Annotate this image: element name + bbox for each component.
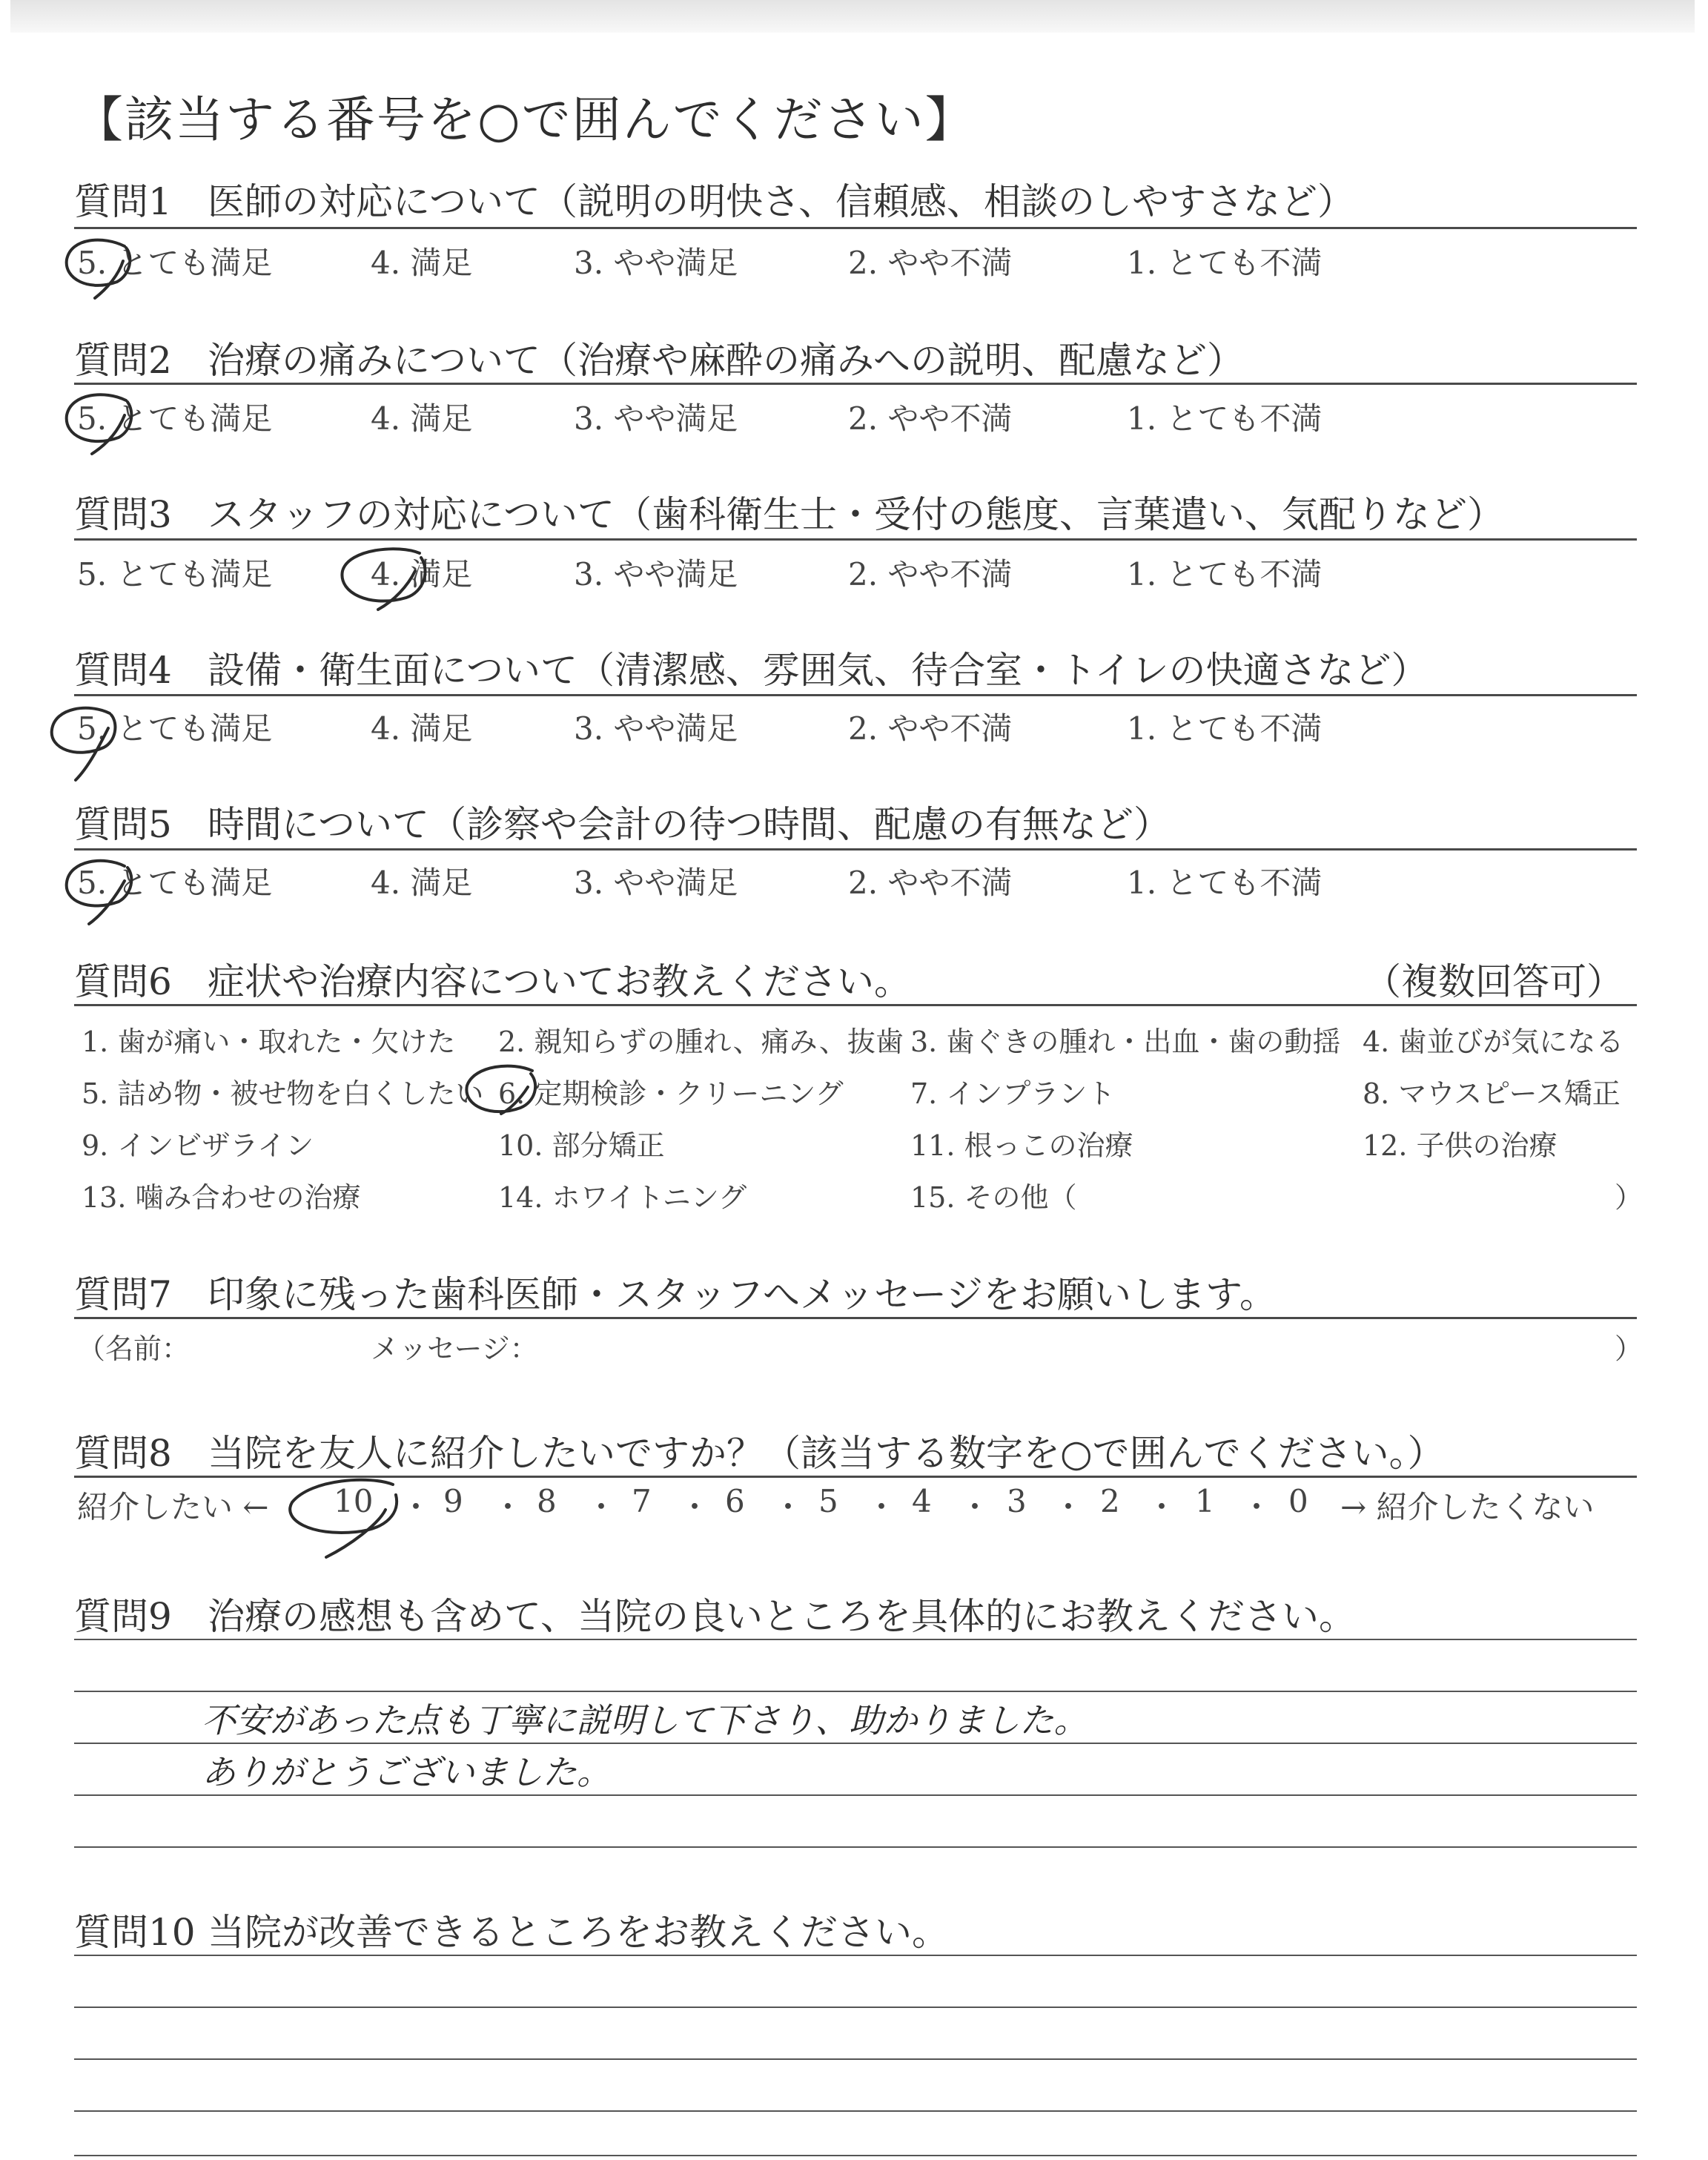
q6-option-9[interactable]: 9. インビザライン bbox=[82, 1129, 314, 1162]
q5-option-2[interactable]: 2. やや不満 bbox=[848, 865, 1013, 901]
q6-option-4[interactable]: 4. 歯並びが気になる bbox=[1363, 1025, 1624, 1058]
circle-mark-q6 bbox=[466, 1066, 535, 1114]
q5-option-1[interactable]: 1. とても不満 bbox=[1127, 865, 1323, 901]
scale-4[interactable]: 4 bbox=[912, 1483, 932, 1519]
name-label: （名前： bbox=[77, 1332, 191, 1365]
q6-option-15[interactable]: 15. その他（ bbox=[910, 1181, 1077, 1214]
q5-option-3[interactable]: 3. やや満足 bbox=[574, 865, 738, 901]
scale-dot: ・ bbox=[492, 1489, 524, 1525]
scale-dot: ・ bbox=[586, 1489, 618, 1525]
q3-option-4[interactable]: 4. 満足 bbox=[371, 556, 473, 592]
multiple-answer-note: （複数回答可） bbox=[1364, 960, 1623, 1003]
question-text: 治療の感想も含めて、当院の良いところを具体的にお教えください。 bbox=[208, 1595, 1356, 1638]
q1-option-4[interactable]: 4. 満足 bbox=[371, 245, 473, 281]
question-number: 質問3 bbox=[74, 493, 172, 536]
scale-dot: ・ bbox=[959, 1489, 991, 1525]
scale-dot: ・ bbox=[400, 1489, 432, 1525]
scale-7[interactable]: 7 bbox=[632, 1483, 652, 1519]
q1-option-3[interactable]: 3. やや満足 bbox=[574, 245, 738, 281]
question-number: 質問9 bbox=[74, 1595, 172, 1638]
q4-option-3[interactable]: 3. やや満足 bbox=[574, 710, 738, 747]
question-number: 質問5 bbox=[74, 803, 172, 846]
q6-option-7[interactable]: 7. インプラント bbox=[910, 1077, 1116, 1110]
question-number: 質問8 bbox=[74, 1432, 172, 1475]
question-text: 当院が改善できるところをお教えください。 bbox=[208, 1911, 949, 1954]
scale-dot: ・ bbox=[866, 1489, 898, 1525]
q4-option-1[interactable]: 1. とても不満 bbox=[1127, 710, 1323, 747]
scale-2[interactable]: 2 bbox=[1100, 1483, 1120, 1519]
circle-mark-q4 bbox=[52, 708, 116, 780]
question-number: 質問2 bbox=[74, 339, 172, 382]
scale-1[interactable]: 1 bbox=[1195, 1483, 1215, 1519]
question-text: 医師の対応について（説明の明快さ、信頼感、相談のしやすさなど） bbox=[208, 180, 1354, 223]
message-close: ） bbox=[1615, 1332, 1644, 1365]
circle-mark-q3 bbox=[342, 549, 425, 610]
question-number: 質問6 bbox=[74, 960, 172, 1003]
q4-option-2[interactable]: 2. やや不満 bbox=[848, 710, 1013, 747]
question-text: 時間について（診察や会計の待つ時間、配慮の有無など） bbox=[208, 803, 1171, 846]
circle-mark-q2 bbox=[67, 394, 132, 454]
question-text: 治療の痛みについて（治療や麻酔の痛みへの説明、配慮など） bbox=[208, 339, 1244, 382]
q1-option-2[interactable]: 2. やや不満 bbox=[848, 245, 1013, 281]
q6-option-3[interactable]: 3. 歯ぐきの腫れ・出血・歯の動揺 bbox=[910, 1025, 1341, 1058]
q2-option-5[interactable]: 5. とても満足 bbox=[77, 400, 273, 437]
q5-option-5[interactable]: 5. とても満足 bbox=[77, 865, 273, 901]
question-number: 質問10 bbox=[74, 1911, 196, 1954]
q1-option-1[interactable]: 1. とても不満 bbox=[1127, 245, 1323, 281]
q1-option-5[interactable]: 5. とても満足 bbox=[77, 245, 273, 281]
q6-option-14[interactable]: 14. ホワイトニング bbox=[498, 1181, 747, 1214]
q6-option-1[interactable]: 1. 歯が痛い・取れた・欠けた bbox=[82, 1025, 456, 1058]
message-label: メッセージ： bbox=[371, 1332, 538, 1365]
q6-other-close: ） bbox=[1615, 1181, 1644, 1214]
circle-mark-q1 bbox=[67, 240, 130, 298]
q2-option-1[interactable]: 1. とても不満 bbox=[1127, 400, 1323, 437]
q6-option-11[interactable]: 11. 根っこの治療 bbox=[910, 1129, 1133, 1162]
scale-dot: ・ bbox=[1146, 1489, 1178, 1525]
recommend-right-label: → 紹介したくない bbox=[1340, 1489, 1595, 1525]
circle-mark-q8 bbox=[290, 1480, 397, 1557]
circle-mark-q5 bbox=[67, 861, 132, 924]
q6-option-6[interactable]: 6. 定期検診・クリーニング bbox=[498, 1077, 844, 1110]
question-text: 設備・衛生面について（清潔感、雰囲気、待合室・トイレの快適さなど） bbox=[208, 649, 1429, 692]
q6-option-8[interactable]: 8. マウスピース矯正 bbox=[1363, 1077, 1621, 1110]
q3-option-5[interactable]: 5. とても満足 bbox=[77, 556, 273, 592]
scale-6[interactable]: 6 bbox=[725, 1483, 745, 1519]
question-text: 症状や治療内容についてお教えください。 bbox=[208, 960, 911, 1003]
q4-option-5[interactable]: 5. とても満足 bbox=[77, 710, 273, 747]
q6-option-10[interactable]: 10. 部分矯正 bbox=[498, 1129, 665, 1162]
q2-option-2[interactable]: 2. やや不満 bbox=[848, 400, 1013, 437]
question-text: スタッフの対応について（歯科衛生士・受付の態度、言葉遣い、気配りなど） bbox=[208, 493, 1504, 536]
question-text: 当院を友人に紹介したいですか？（該当する数字を○で囲んでください。） bbox=[208, 1432, 1445, 1475]
q3-option-1[interactable]: 1. とても不満 bbox=[1127, 556, 1323, 592]
q2-option-4[interactable]: 4. 満足 bbox=[371, 400, 473, 437]
q6-option-2[interactable]: 2. 親知らずの腫れ、痛み、抜歯 bbox=[498, 1025, 904, 1058]
handwritten-answer-line-1: 不安があった点も丁寧に説明して下さり、助かりました。 bbox=[202, 1700, 1088, 1740]
scale-5[interactable]: 5 bbox=[818, 1483, 838, 1519]
q4-option-4[interactable]: 4. 満足 bbox=[371, 710, 473, 747]
scale-dot: ・ bbox=[772, 1489, 804, 1525]
scale-dot: ・ bbox=[1241, 1489, 1273, 1525]
q6-option-12[interactable]: 12. 子供の治療 bbox=[1363, 1129, 1558, 1162]
scale-dot: ・ bbox=[1053, 1489, 1085, 1525]
scale-10[interactable]: 10 bbox=[334, 1483, 374, 1519]
instruction-header: 【該当する番号を○で囲んでください】 bbox=[74, 91, 976, 148]
scale-3[interactable]: 3 bbox=[1007, 1483, 1027, 1519]
question-number: 質問7 bbox=[74, 1273, 172, 1316]
q3-option-3[interactable]: 3. やや満足 bbox=[574, 556, 738, 592]
scale-0[interactable]: 0 bbox=[1288, 1483, 1308, 1519]
question-text: 印象に残った歯科医師・スタッフへメッセージをお願いします。 bbox=[208, 1273, 1277, 1316]
question-number: 質問1 bbox=[74, 180, 172, 223]
recommend-left-label: 紹介したい ← bbox=[77, 1489, 269, 1525]
question-number: 質問4 bbox=[74, 649, 172, 692]
q2-option-3[interactable]: 3. やや満足 bbox=[574, 400, 738, 437]
scale-9[interactable]: 9 bbox=[443, 1483, 463, 1519]
scale-dot: ・ bbox=[679, 1489, 711, 1525]
handwritten-answer-line-2: ありがとうございました。 bbox=[202, 1752, 611, 1792]
q3-option-2[interactable]: 2. やや不満 bbox=[848, 556, 1013, 592]
q6-option-5[interactable]: 5. 詰め物・被せ物を白くしたい bbox=[82, 1077, 484, 1110]
scale-8[interactable]: 8 bbox=[537, 1483, 557, 1519]
q6-option-13[interactable]: 13. 噛み合わせの治療 bbox=[82, 1181, 361, 1214]
q5-option-4[interactable]: 4. 満足 bbox=[371, 865, 473, 901]
